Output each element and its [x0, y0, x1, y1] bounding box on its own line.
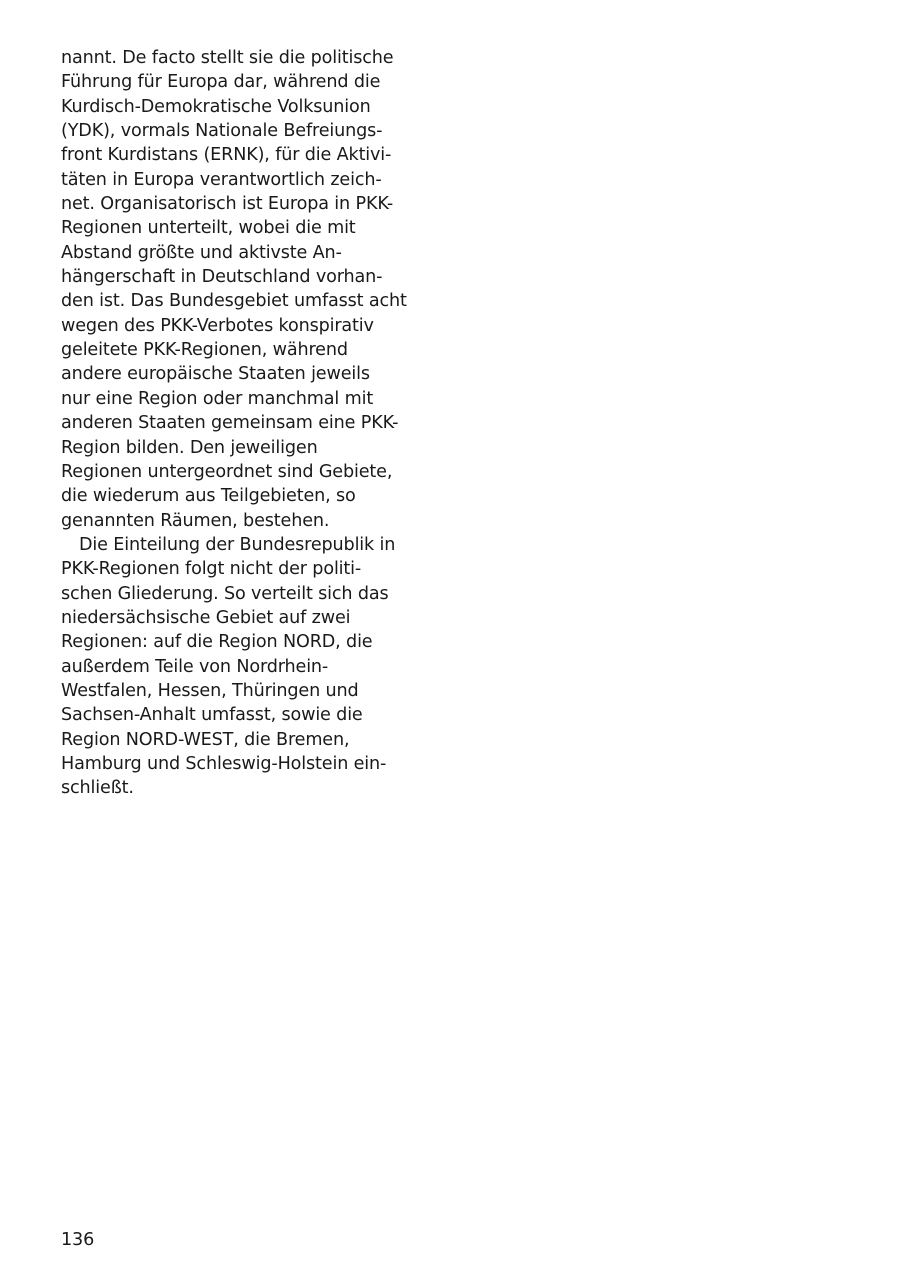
- text-line: die wiederum aus Teilgebieten, so: [61, 486, 356, 507]
- text-line: Regionen unterteilt, wobei die mit: [61, 218, 356, 239]
- text-line: Regionen untergeordnet sind Gebiete,: [61, 461, 393, 482]
- paragraph-1: [61, 46, 421, 533]
- text-line: Führung für Europa dar, während die: [61, 72, 381, 93]
- text-line: hängerschaft in Deutschland vorhan-: [61, 267, 383, 288]
- text-line: wegen des PKK-Verbotes konspirativ: [61, 315, 374, 336]
- text-line: täten in Europa verantwortlich zeich-: [61, 169, 382, 190]
- text-line: Region bilden. Den jeweiligen: [61, 437, 318, 458]
- text-line: Westfalen, Hessen, Thüringen und: [61, 680, 359, 701]
- text-line: schließt.: [61, 778, 134, 799]
- text-line: niedersächsische Gebiet auf zwei: [61, 607, 351, 628]
- text-line: net. Organisatorisch ist Europa in PKK-: [61, 194, 394, 215]
- text-line: Region NORD-WEST, die Bremen,: [61, 729, 350, 750]
- text-line: front Kurdistans (ERNK), für die Aktivi-: [61, 145, 392, 166]
- page-number: 136: [61, 1230, 95, 1250]
- text-line: PKK-Regionen folgt nicht der politi-: [61, 559, 362, 580]
- text-line: genannten Räumen, bestehen.: [61, 510, 330, 531]
- text-line: nur eine Region oder manchmal mit: [61, 388, 374, 409]
- text-line: Sachsen-Anhalt umfasst, sowie die: [61, 705, 363, 726]
- text-line: nannt. De facto stellt sie die politische: [61, 48, 394, 68]
- text-line: geleitete PKK-Regionen, während: [61, 340, 348, 361]
- paragraph-2: [61, 533, 421, 801]
- text-column: [61, 46, 421, 801]
- text-line: Die Einteilung der Bundesrepublik in: [79, 534, 396, 555]
- text-line: Kurdisch-Demokratische Volksunion: [61, 96, 371, 117]
- text-line: Hamburg und Schleswig-Holstein ein-: [61, 753, 387, 774]
- text-line: schen Gliederung. So verteilt sich das: [61, 583, 389, 604]
- text-line: Abstand größte und aktivste An-: [61, 242, 342, 263]
- text-line: andere europäische Staaten jeweils: [61, 364, 370, 385]
- text-line: (YDK), vormals Nationale Befreiungs-: [61, 121, 383, 142]
- text-line: den ist. Das Bundesgebiet umfasst acht: [61, 291, 407, 312]
- text-line: anderen Staaten gemeinsam eine PKK-: [61, 413, 399, 434]
- text-line: Regionen: auf die Region NORD, die: [61, 632, 373, 653]
- text-line: außerdem Teile von Nordrhein-: [61, 656, 329, 677]
